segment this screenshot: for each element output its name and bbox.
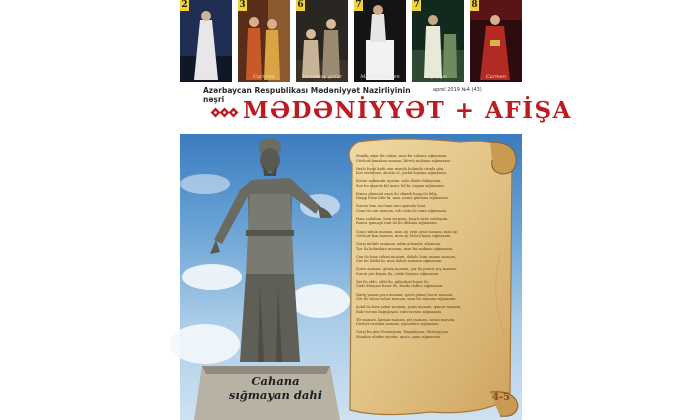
poem-line: Gövhəri-kan mənəm, mən ay, bəhrü kana sığmazam. bbox=[356, 234, 452, 239]
poem-line: Gör bu lətifəi ki, mən dəhrü zamana sığmazam. bbox=[356, 259, 443, 264]
poem-line: Gənci-nihan mənəm, mən ay, eyni əyan mənəm, mən ay, bbox=[356, 229, 458, 234]
thumbnail-caption: Mənim yatağım bbox=[360, 74, 400, 80]
thumbnail-strip bbox=[180, 0, 522, 84]
poem-line: Surətə bax, mə'nanı tanı ayinədə bəni, bbox=[356, 204, 427, 209]
thumbnail-page-number: 7 bbox=[413, 0, 420, 10]
thumbnail-menim-yatagim[interactable] bbox=[354, 0, 406, 82]
poem-stanza bbox=[356, 330, 506, 339]
thumbnail-page-number: 3 bbox=[239, 0, 246, 10]
poem-line: Gövhəri-lamakan mənəm, kövnü məkana sığmazam. bbox=[356, 158, 451, 163]
poem-line: Gör bu tuluu-zəhər mənəm, mən bu zəmanə sığmazam. bbox=[356, 297, 457, 302]
thumbnail-caption: Qaçqın bbox=[429, 74, 447, 80]
thumbnail-caption: Carmen bbox=[485, 74, 507, 80]
poem-stanza bbox=[356, 192, 506, 201]
thumbnail-vurnamis-qizlar[interactable] bbox=[296, 0, 348, 82]
thumbnail-photo bbox=[296, 0, 348, 82]
magazine-title: MƏDƏNİYYƏT + AFİŞA bbox=[243, 97, 572, 124]
thumbnail-qacqin[interactable] bbox=[412, 0, 464, 82]
thumbnail-page-number: 6 bbox=[297, 0, 304, 10]
poem-line: Cism ilə can mənəm, vəli cism ilə cana sığmazam. bbox=[356, 208, 448, 213]
thumbnail-photo bbox=[180, 0, 232, 82]
thumbnail-photo bbox=[354, 0, 406, 82]
poem-line: Bunca qumaşü rəxt ilə bu dükana sığmazam. bbox=[356, 221, 438, 226]
poem-line: Tir mənəm, kaman mənəm, pir mənəm, cavan mənəm, bbox=[356, 317, 456, 322]
publisher-line: Azərbaycan Respublikası Mədəniyyət Nazirliyinin nəşri bbox=[203, 86, 411, 104]
poem-stanza bbox=[356, 293, 506, 302]
caption-line-1: Cahana bbox=[251, 374, 300, 388]
masthead bbox=[180, 93, 572, 133]
poem-stanza bbox=[356, 318, 506, 327]
poem-line: Kimsə gümanü zənn ilə olmadı həqq ilə biliş, bbox=[356, 191, 438, 196]
poem-line: Gərçi bu gün Nəsimiyəm, Haşimiyəm, Qüreyşiyəm, bbox=[356, 330, 450, 335]
poem-stanza bbox=[356, 267, 506, 276]
poem-line: Şəhd ilə həm şəkər mənəm, şəms mənəm, qəmər mənəm, bbox=[356, 305, 462, 310]
poem-line: Gərçi möhiti əzəməm, adım adəmdir, adəməm, bbox=[356, 242, 441, 247]
poem-stanza bbox=[356, 242, 506, 251]
thumbnail-page-number: 7 bbox=[355, 0, 362, 10]
poem-stanza bbox=[356, 255, 506, 264]
thumbnail-page-number: 8 bbox=[471, 0, 478, 10]
thumbnail-caption: Carmina bbox=[253, 74, 275, 80]
poem-line: Haqqı bilən bilir ki, mən zənnü gümana sığmazam. bbox=[356, 196, 449, 201]
poem-stanza bbox=[356, 154, 506, 163]
cover-illustration bbox=[180, 134, 522, 420]
issue-info: aprel 2019 №4 (43) bbox=[433, 87, 482, 93]
thumbnail-page-number: 2 bbox=[181, 0, 188, 10]
poem-line: Zat ilə oldu, sifat ilə, gülşəkəri-həyat ilə, bbox=[356, 279, 430, 284]
poem-line: Qədr dünyəni bərat ilə, bəzdə dəfinə sığmazam. bbox=[356, 284, 444, 289]
thumbnail-otello[interactable] bbox=[180, 0, 232, 82]
thumbnail-photo bbox=[412, 0, 464, 82]
poem-text bbox=[356, 154, 506, 404]
poem-line: Məndən uludur ayətim, ayətə, şana sığmazam. bbox=[356, 334, 442, 339]
poem-line: Ruhi-rəvanı bağışlayan, ruhi-rəvana sığmazam. bbox=[356, 309, 442, 314]
poem-stanza bbox=[356, 217, 506, 226]
poem-line: Dövləti-cavidan mənəm, ayinədara sığmazam. bbox=[356, 322, 440, 327]
thumbnail-caption: Otello bbox=[198, 74, 214, 80]
thumbnail-caption: Vurnamış qızlar bbox=[301, 74, 342, 80]
cover-caption bbox=[228, 374, 323, 402]
poem-line: Sən bu nişanla bil məni, bil ki, nişana sığmazam. bbox=[356, 183, 445, 188]
ornament-logo-icon bbox=[210, 107, 240, 119]
poem-line: Kəs sözünüzü, ahəstə ol, şərhü bəyana sığmazam. bbox=[356, 171, 447, 176]
poem-stanza bbox=[356, 179, 506, 188]
poem-line: Məndə sığar iki cahan, mən bu cahana sığmazam, bbox=[356, 154, 448, 158]
poem-line: Tur ilə kəlməkan mənəm, mən bu məkana sığmazam. bbox=[356, 246, 454, 251]
thumbnail-carmina[interactable] bbox=[238, 0, 290, 82]
poem-line: Surəti gör beyan ilə, çünki beyana sığmazam. bbox=[356, 271, 440, 276]
poem-stanza bbox=[356, 167, 506, 176]
poem-line: Natiq yanan gecə mənəm, qəvsi günəş həcər mənəm, bbox=[356, 292, 454, 297]
poem-stanza bbox=[356, 204, 506, 213]
poem-line: Ərşlə fərşü kafü nun məndə bulundu cümlə gün, bbox=[356, 166, 445, 171]
thumbnail-photo bbox=[238, 0, 290, 82]
poem-line: Zərrə mənəm, günəş mənəm, çar ilə pəncü şeş mənəm, bbox=[356, 267, 457, 272]
page-number: 4-5 bbox=[492, 392, 511, 403]
caption-line-2: sığmayan dahi bbox=[228, 388, 323, 402]
thumbnail-carmen[interactable] bbox=[470, 0, 522, 82]
poem-stanza bbox=[356, 305, 506, 314]
magazine-cover bbox=[180, 0, 572, 420]
poem-line: Can ilə həm cahan mənəm, dəhrlə həm zaman mənəm, bbox=[356, 254, 457, 259]
poem-stanza bbox=[356, 230, 506, 239]
poem-line: Kövnü məkandır ayətim, zatə dönür bidayətim, bbox=[356, 179, 442, 184]
thumbnail-photo bbox=[470, 0, 522, 82]
poem-stanza bbox=[356, 280, 506, 289]
poem-line: Həm sədəfəm, həm inciyəm, həşrü sirat sərisiyəm, bbox=[356, 216, 449, 221]
